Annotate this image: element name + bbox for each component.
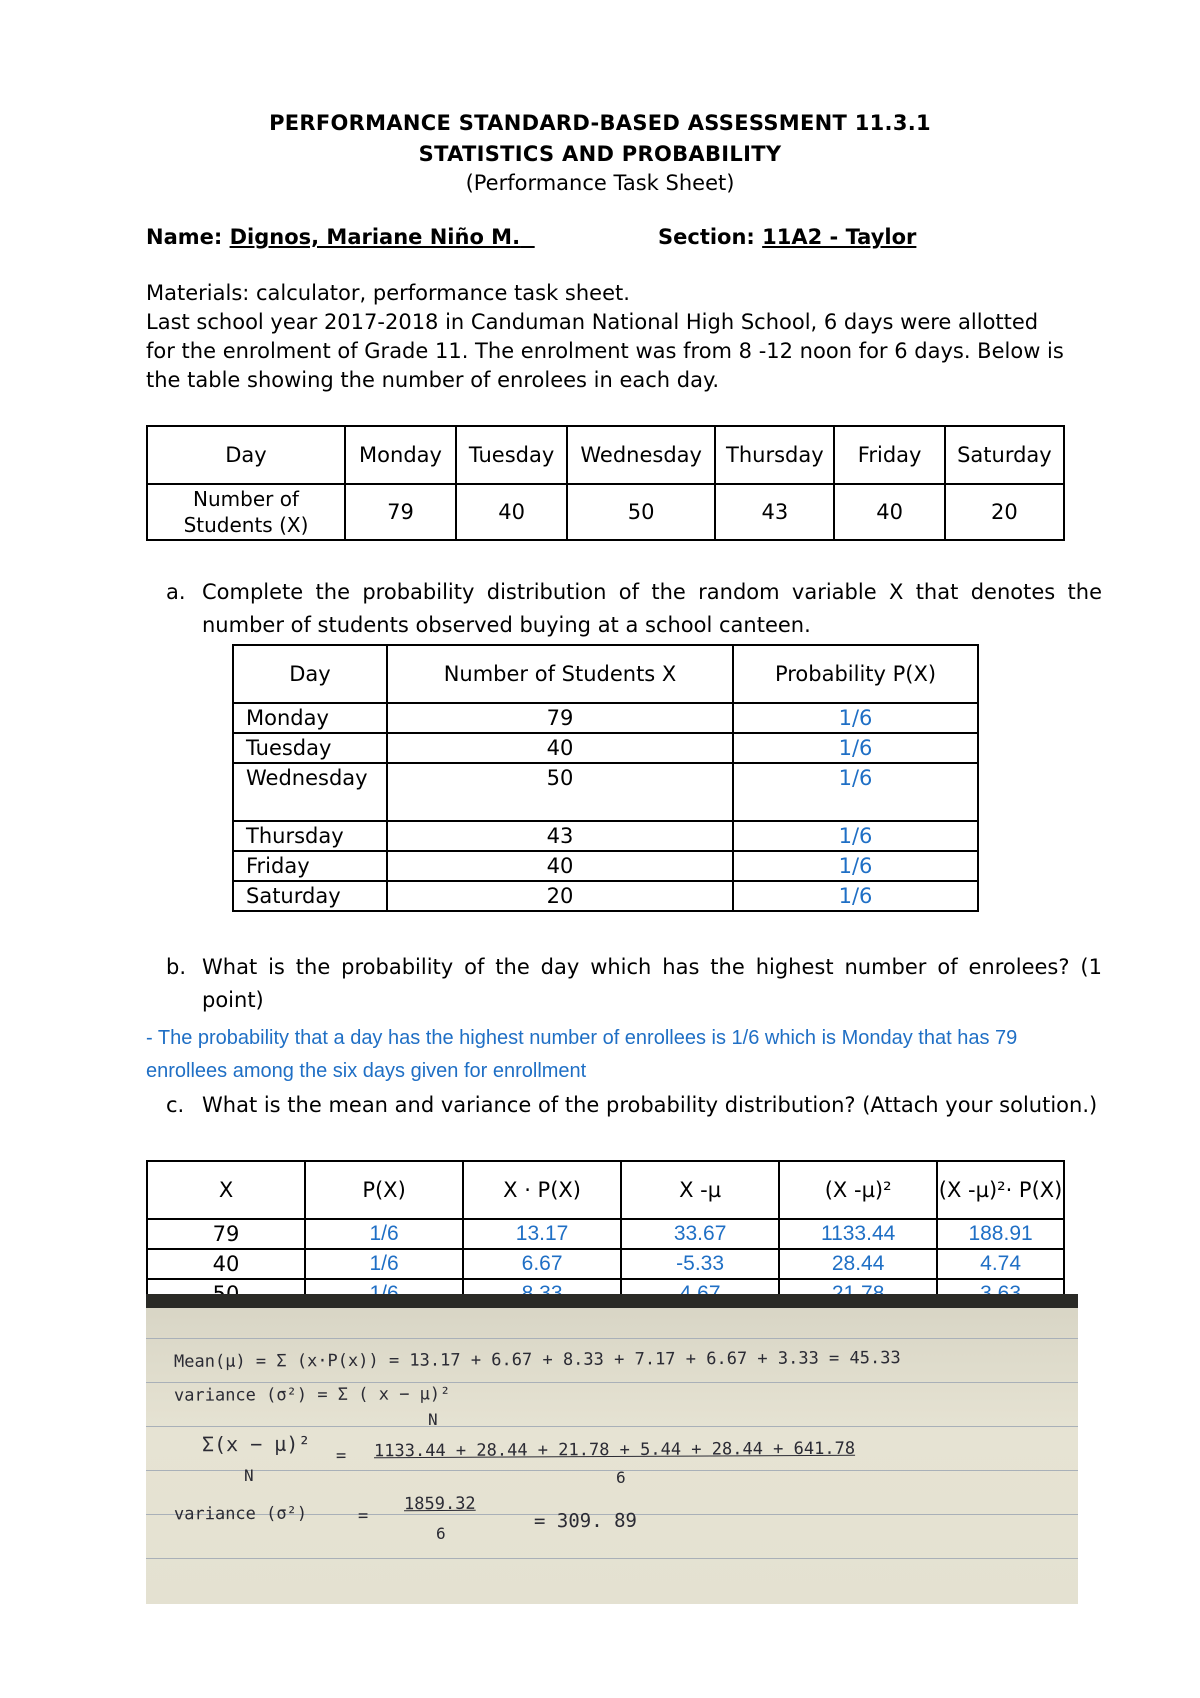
count-cell: 43	[715, 484, 834, 540]
ruled-line	[146, 1338, 1078, 1339]
table-cell: 20	[387, 881, 733, 911]
table-cell: 79	[147, 1219, 305, 1249]
count-cell: 40	[456, 484, 567, 540]
day-cell: Tuesday	[456, 426, 567, 484]
question-b	[166, 951, 1102, 1017]
enrolment-table	[146, 425, 1065, 541]
count-cell: 50	[567, 484, 715, 540]
table-cell: 13.17	[463, 1219, 621, 1249]
table-cell: Saturday	[233, 881, 387, 911]
variance-divisor: 6	[436, 1524, 446, 1543]
mean-calculation: Mean(µ) = Σ (x·P(x)) = 13.17 + 6.67 + 8.33 + 7.17 + 6.67 + 3.33 = 45.33	[173, 1348, 901, 1372]
table-header: P(X)	[305, 1161, 463, 1219]
table-cell: 188.91	[937, 1219, 1064, 1249]
intro-text	[146, 279, 1066, 395]
variance-equals: =	[357, 1505, 369, 1527]
problem-description: Last school year 2017-2018 in Canduman National High School, 6 days were allotted for the enrolment of Grade 11. The enrolment was from 8 -12 noon for 6 days. Below is the table showing the number of enrolees in each day.	[146, 310, 1064, 392]
table-cell: 1/6	[733, 821, 978, 851]
variance-numerator: 1859.32	[403, 1493, 476, 1515]
sum-squares-equals: =	[335, 1445, 347, 1467]
table-cell: 1/6	[733, 851, 978, 881]
variance-result: = 309. 89	[533, 1509, 638, 1533]
table-header: X · P(X)	[463, 1161, 621, 1219]
name-label: Name:	[146, 225, 223, 249]
question-b-answer: - The probability that a day has the highest number of enrollees is 1/6 which is Monday that has 79 enrollees among the six days given for enrollment	[146, 1027, 1018, 1082]
table-header: Number of Students X	[387, 645, 733, 703]
count-header: Number of Students (X)	[147, 484, 345, 540]
assessment-title: PERFORMANCE STANDARD-BASED ASSESSMENT 11.3.1	[269, 111, 931, 135]
table-header: Day	[233, 645, 387, 703]
table-cell: Monday	[233, 703, 387, 733]
table-header: X -µ	[621, 1161, 779, 1219]
count-cell: 79	[345, 484, 456, 540]
question-a-label: a.	[166, 580, 186, 604]
handwritten-solution-photo	[146, 1294, 1078, 1604]
table-cell: Thursday	[233, 821, 387, 851]
question-c	[166, 1089, 1102, 1122]
ruled-line	[146, 1558, 1078, 1559]
mean-variance-table	[146, 1160, 1065, 1310]
day-header: Day	[147, 426, 345, 484]
sum-squares-divisor: 6	[616, 1468, 626, 1487]
question-a	[166, 576, 1102, 642]
question-b-text: What is the probability of the day which has the highest number of enrolees? (1 point)	[202, 955, 1102, 1012]
count-cell: 40	[834, 484, 944, 540]
table-cell: 50	[387, 763, 733, 821]
table-cell: 28.44	[779, 1249, 937, 1279]
question-c-text: What is the mean and variance of the probability distribution? (Attach your solution.)	[202, 1093, 1098, 1117]
table-cell: -5.33	[621, 1249, 779, 1279]
table-cell: 1/6	[733, 881, 978, 911]
table-cell: 40	[387, 851, 733, 881]
probability-distribution-table	[232, 644, 979, 912]
table-cell: 40	[147, 1249, 305, 1279]
table-cell: 1/6	[305, 1219, 463, 1249]
name-line	[146, 225, 535, 249]
table-header: (X -µ)²	[779, 1161, 937, 1219]
variance-formula: variance (σ²) = Σ ( x − µ)²	[173, 1384, 451, 1406]
table-cell: 40	[387, 733, 733, 763]
table-cell: 1133.44	[779, 1219, 937, 1249]
day-cell: Wednesday	[567, 426, 715, 484]
ruled-line	[146, 1382, 1078, 1383]
table-cell: 1/6	[305, 1249, 463, 1279]
subject-title: STATISTICS AND PROBABILITY	[418, 142, 782, 166]
table-cell: Friday	[233, 851, 387, 881]
table-header: (X -µ)²· P(X)	[937, 1161, 1064, 1219]
section-label: Section:	[658, 225, 755, 249]
count-cell: 20	[945, 484, 1064, 540]
table-cell: 1/6	[733, 763, 978, 821]
table-cell: 33.67	[621, 1219, 779, 1249]
variance-formula-denominator: N	[428, 1410, 438, 1429]
student-section: 11A2 - Taylor	[762, 225, 917, 249]
table-cell: Wednesday	[233, 763, 387, 821]
sum-squares-values: 1133.44 + 28.44 + 21.78 + 5.44 + 28.44 + 641.78	[373, 1438, 856, 1462]
student-name: Dignos, Mariane Niño M.	[229, 225, 521, 249]
sum-squares-denominator: N	[244, 1466, 254, 1485]
day-cell: Friday	[834, 426, 944, 484]
question-a-text: Complete the probability distribution of the random variable X that denotes the number of students observed buying at a school canteen.	[202, 580, 1102, 637]
table-cell: 1/6	[733, 703, 978, 733]
photo-edge	[146, 1294, 1078, 1308]
table-header: X	[147, 1161, 305, 1219]
table-cell: 79	[387, 703, 733, 733]
day-cell: Thursday	[715, 426, 834, 484]
day-cell: Monday	[345, 426, 456, 484]
section-line	[658, 225, 916, 249]
table-cell: 43	[387, 821, 733, 851]
question-c-label: c.	[166, 1093, 185, 1117]
ruled-line	[146, 1426, 1078, 1427]
table-header: Probability P(X)	[733, 645, 978, 703]
table-cell: Tuesday	[233, 733, 387, 763]
day-cell: Saturday	[945, 426, 1064, 484]
question-b-label: b.	[166, 955, 187, 979]
sheet-subtitle: (Performance Task Sheet)	[465, 171, 735, 195]
materials-text: Materials: calculator, performance task sheet.	[146, 281, 630, 305]
variance-result-label: variance (σ²)	[173, 1503, 308, 1525]
table-cell: 6.67	[463, 1249, 621, 1279]
ruled-line	[146, 1470, 1078, 1471]
table-cell: 4.74	[937, 1249, 1064, 1279]
table-cell: 1/6	[733, 733, 978, 763]
sum-squares-label: Σ(x − µ)²	[201, 1431, 311, 1457]
